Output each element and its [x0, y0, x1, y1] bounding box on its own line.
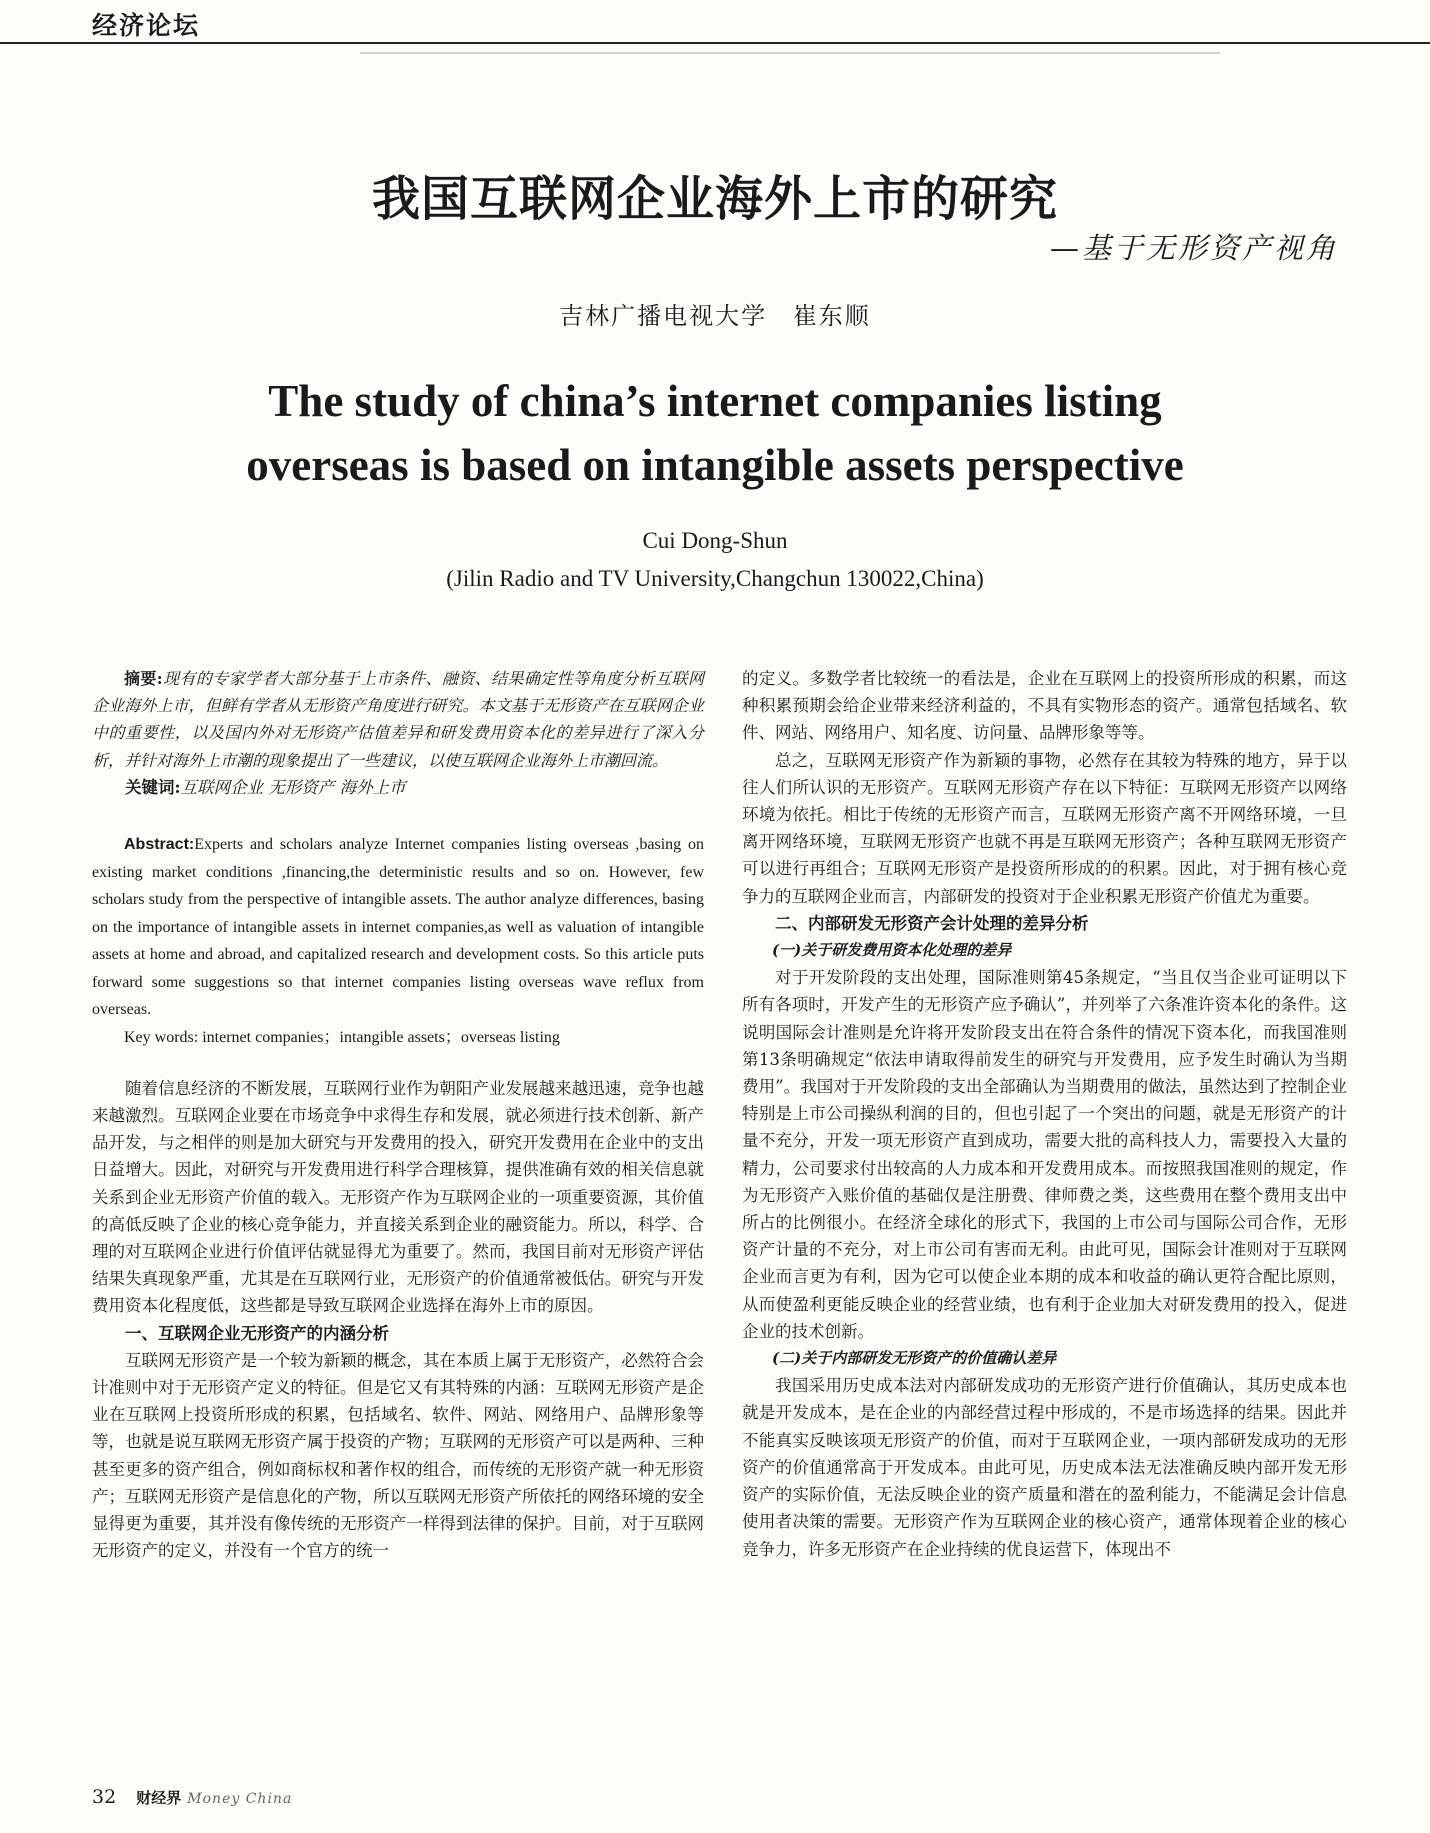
journal-name-cn: 财经界: [136, 1789, 182, 1807]
page-footer: [92, 1786, 292, 1808]
subtitle-cn: —基于无形资产视角: [1049, 231, 1338, 265]
abstract-cn-label: 摘要:: [124, 669, 163, 688]
abstract-cn: [92, 665, 704, 774]
keywords-en-label: Key words:: [124, 1028, 199, 1046]
body-paragraph: 随着信息经济的不断发展，互联网行业作为朝阳产业发展越来越迅速，竞争也越来越激烈。互联网企业要在市场竞争中求得生存和发展，就必须进行技术创新、新产品开发，与之相伴的则是加大研究与开发费用的投入，研究开发费用在企业中的支出日益增大。因此，对研究与开发费用进行科学合理核算，提供准确有效的相关信息就关系到企业无形资产价值的载入。无形资产作为互联网企业的一项重要资源，其价值的高低反映了企业的核心竞争能力，并直接关系到企业的融资能力。所以，科学、合理的对互联网企业进行价值评估就显得尤为重要了。然而，我国目前对无形资产评估结果失真现象严重，尤其是在互联网行业，无形资产的价值通常被低估。研究与开发费用资本化程度低，这些都是导致互联网企业选择在海外上市的原因。: [92, 1078, 704, 1316]
subsection-heading-2-2: (二)关于内部研发无形资产的价值确认差异: [772, 1349, 1057, 1368]
title-en-line-2: overseas is based on intangible assets perspective: [246, 439, 1184, 490]
title-en: [0, 370, 1430, 498]
body-paragraph: 对于开发阶段的支出处理，国际准则第45条规定，“当且仅当企业可证明以下所有各项时，开发产生的无形资产应予确认”，并列举了六条准许资本化的条件。这说明国际会计准则是允许将开发阶段支出在符合条件的情况下资本化，而我国准则第13条明确规定“依法申请取得前发生的研究与开发费用，应予发生时确认为当期费用”。我国对于开发阶段的支出全部确认为当期费用的做法，虽然达到了控制企业特别是上市公司操纵利润的目的，但也引起了一个突出的问题，就是无形资产的计量不充分，开发一项无形资产直到成功，需要大批的高科技人力，需要投入大量的精力，公司要求付出较高的人力成本和开发费用成本。而按照我国准则的规定，作为无形资产入账价值的基础仅是注册费、律师费之类，这些费用在整个费用支出中所占的比例很小。在经济全球化的形式下，我国的上市公司与国际公司合作，无形资产计量的不充分，对上市公司有害而无利。由此可见，国际会计准则对于互联网企业而言更为有利，因为它可以使企业本期的成本和收益的确认更符合配比原则，从而使盈利更能反映企业的经营业绩，也有利于企业加大对研发费用的投入，促进企业的技术创新。: [742, 968, 1347, 1341]
keywords-cn-label: 关键词:: [125, 777, 181, 797]
body-paragraph: 的定义。多数学者比较统一的看法是，企业在互联网上的投资所形成的积累，而这种积累预期会给企业带来经济利益的，不具有实物形态的资产。通常包括域名、软件、网站、网络用户、知名度、访问量、品牌形象等等。: [742, 669, 1347, 743]
right-column: [742, 665, 1347, 1563]
abstract-en-label: Abstract:: [124, 836, 195, 854]
abstract-cn-text: 现有的专家学者大部分基于上市条件、融资、结果确定性等角度分析互联网企业海外上市，但鲜有学者从无形资产角度进行研究。本文基于无形资产在互联网企业中的重要性，以及国内外对无形资产估值差异和研发费用资本化的差异进行了深入分析，并针对海外上市潮的现象提出了一些建议，以使互联网企业海外上市潮回流。: [92, 669, 704, 770]
left-column: [92, 665, 704, 1564]
body-paragraph: 总之，互联网无形资产作为新颖的事物，必然存在其较为特殊的地方，异于以往人们所认识的无形资产。互联网无形资产存在以下特征：互联网无形资产以网络环境为依托。相比于传统的无形资产而言，互联网无形资产离不开网络环境，一旦离开网络环境，互联网无形资产也就不再是互联网无形资产；各种互联网无形资产可以进行再组合；互联网无形资产是投资所形成的的积累。因此，对于拥有核心竞争力的互联网企业而言，内部研发的投资对于企业积累无形资产价值尤为重要。: [742, 750, 1347, 906]
author-cn: 崔东顺: [792, 302, 871, 330]
body-paragraph: 互联网无形资产是一个较为新颖的概念，其在本质上属于无形资产，必然符合会计准则中对于无形资产定义的特征。但是它又有其特殊的内涵：互联网无形资产是企业在互联网上投资所形成的积累，包括域名、软件、网站、网络用户、品牌形象等等，也就是说互联网无形资产属于投资的产物；互联网的无形资产可以是两种、三种甚至更多的资产组合，例如商标权和著作权的组合，而传统的无形资产就一种无形资产；互联网无形资产是信息化的产物，所以互联网无形资产所依托的网络环境的安全显得更为重要，其并没有像传统的无形资产一样得到法律的保护。目前，对于互联网无形资产的定义，并没有一个官方的统一: [92, 1350, 704, 1561]
author-en: Cui Dong-Shun: [642, 528, 788, 553]
title-en-line-1: The study of china’s internet companies listing: [268, 376, 1162, 426]
affiliation-en: (Jilin Radio and TV University,Changchun 130022,China): [446, 566, 984, 591]
abstract-en: [92, 831, 704, 1024]
journal-name-en: Money China: [187, 1791, 293, 1807]
section-heading-2: 二、内部研发无形资产会计处理的差异分析: [775, 913, 1089, 933]
page-number: 32: [92, 1786, 117, 1808]
author-line-cn: [0, 296, 1430, 331]
header-rule: [0, 42, 1430, 44]
section-heading-1: 一、互联网企业无形资产的内涵分析: [125, 1323, 389, 1343]
affiliation-cn: 吉林广播电视大学: [559, 302, 768, 330]
scan-streak: [360, 52, 1220, 54]
subsection-heading-2-1: (一)关于研发费用资本化处理的差异: [772, 941, 1012, 960]
section-label: 经济论坛: [92, 11, 201, 40]
keywords-en: [92, 1024, 704, 1051]
keywords-cn-text: 互联网企业 无形资产 海外上市: [180, 777, 406, 797]
keywords-en-text: internet companies；intangible assets；overseas listing: [198, 1028, 560, 1046]
body-paragraph: 我国采用历史成本法对内部研发成功的无形资产进行价值确认，其历史成本也就是开发成本，是在企业的内部经营过程中形成的，不是市场选择的结果。因此并不能真实反映该项无形资产的价值，而对于互联网企业，一项内部研发成功的无形资产的价值通常高于开发成本。由此可见，历史成本法无法准确反映内部开发无形资产的实际价值，无法反映企业的资产质量和潜在的盈利能力，不能满足会计信息使用者决策的需要。无形资产作为互联网企业的核心资产，通常体现着企业的核心竞争力，许多无形资产在企业持续的优良运营下，体现出不: [742, 1376, 1347, 1559]
title-cn: 我国互联网企业海外上市的研究: [371, 171, 1058, 227]
abstract-en-text: Experts and scholars analyze Internet companies listing overseas ,basing on existing market conditions ,financing,the deterministic results and so on. However, few scholars study from the perspective of intangible assets. The author analyze differences, basing on the importance of intangible assets in internet companies,as well as valuation of intangible assets at home and abroad, and capitalized research and development costs. So this article puts forward some suggestions so that internet companies listing overseas wave reflux from overseas.: [92, 836, 704, 1019]
keywords-cn: [92, 774, 704, 801]
